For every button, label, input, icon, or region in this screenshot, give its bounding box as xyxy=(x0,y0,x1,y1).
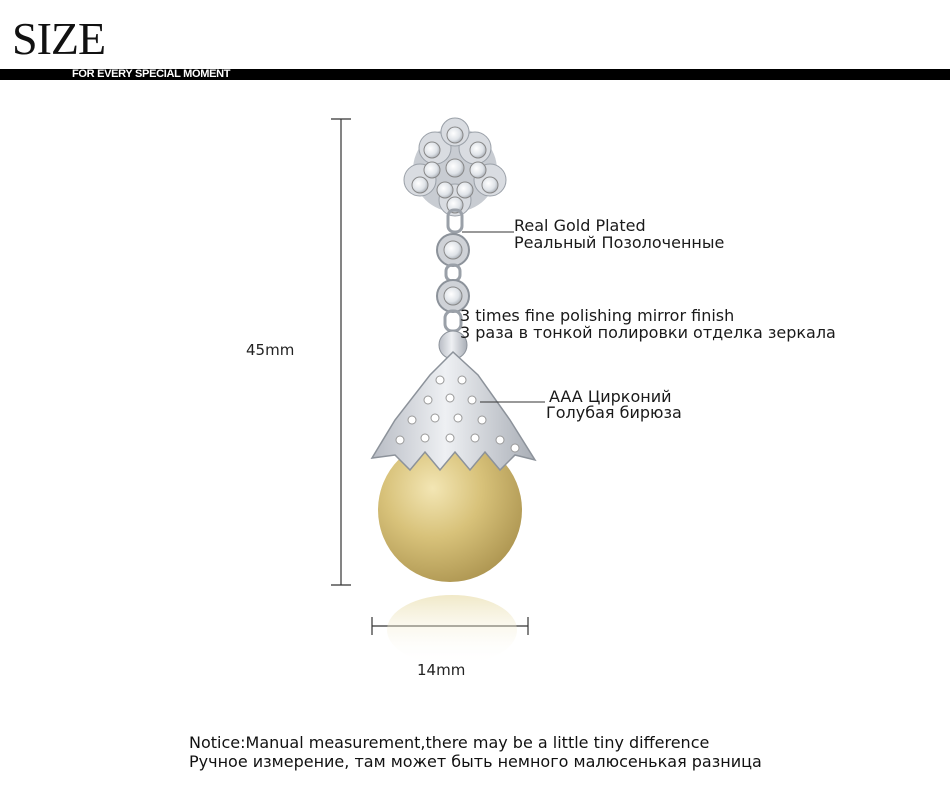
pearl-cap xyxy=(372,352,535,470)
stone-label-ru: Голубая бирюза xyxy=(546,403,682,422)
height-dimension-line xyxy=(331,119,351,585)
stone-label-en: AAA Цирконий xyxy=(549,387,672,406)
width-label: 14mm xyxy=(417,661,466,679)
page-title: SIZE xyxy=(12,13,106,64)
polish-label-en: 3 times fine polishing mirror finish xyxy=(460,306,735,325)
polish-label-ru: 3 раза в тонкой полировки отделка зеркала xyxy=(460,323,836,342)
pearl-reflection xyxy=(387,595,517,665)
tagline: FOR EVERY SPECIAL MOMENT xyxy=(72,68,231,80)
notice-ru: Ручное измерение, там может быть немного малюсенькая разница xyxy=(189,752,762,771)
height-label: 45mm xyxy=(246,341,295,359)
flower-stud xyxy=(404,118,506,216)
plating-label-ru: Реальный Позолоченные xyxy=(514,233,725,252)
notice-en: Notice:Manual measurement,there may be a little tiny difference xyxy=(189,733,710,752)
plating-label-en: Real Gold Plated xyxy=(514,216,646,235)
